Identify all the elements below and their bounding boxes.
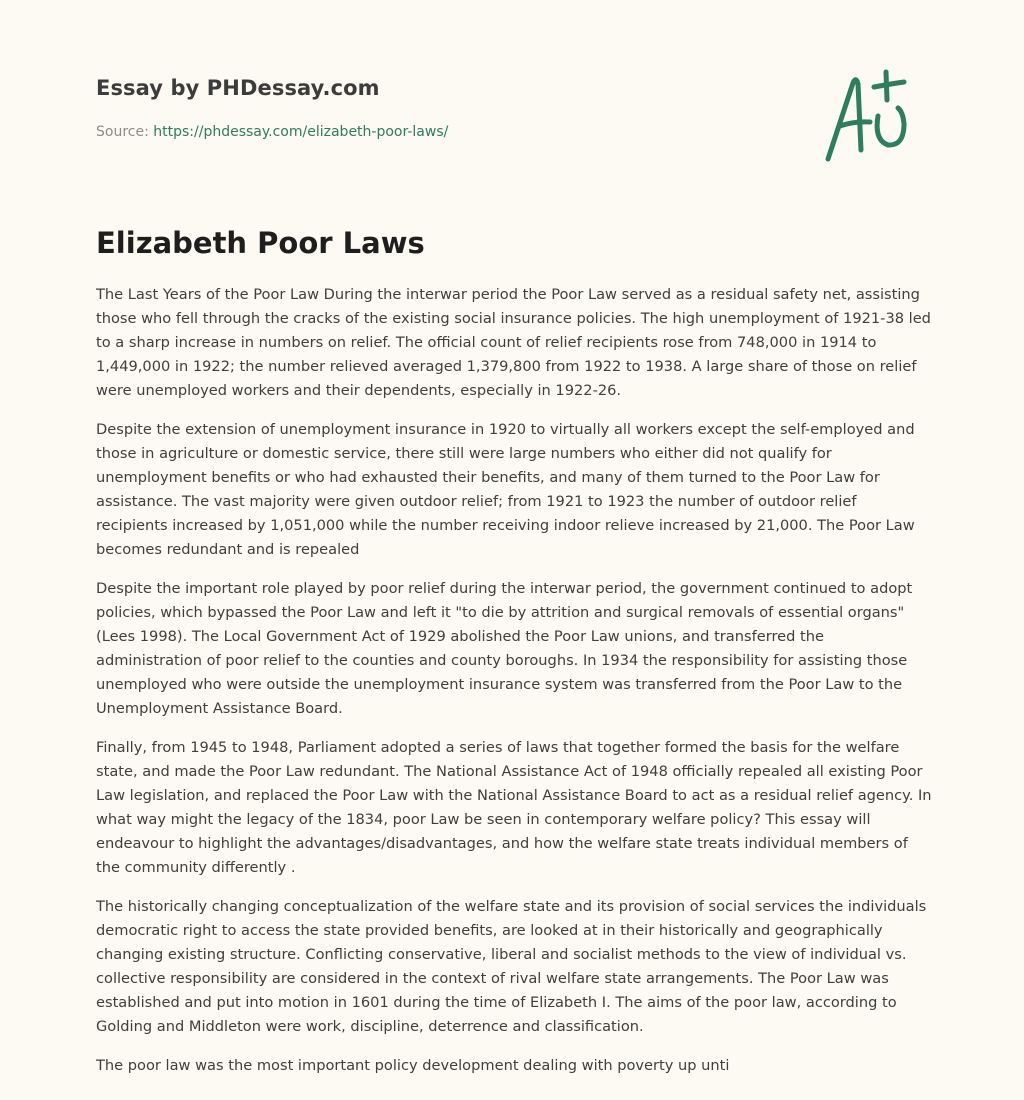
essay-paragraph: Despite the extension of unemployment insurance in 1920 to virtually all workers except the self-employed and those in agriculture or domestic service, there still were large numbers who either did not qualify for unemployment benefits or who had exhausted their benefits, and many of them turned to the Poor Law for assistance. The vast majority were given outdoor relief; from 1921 to 1923 the number of outdoor relief recipients increased by 1,051,000 while the number receiving indoor relieve increased by 21,000. The Poor Law becomes redundant and is repealed [96, 421, 915, 558]
source-label: Source: [96, 124, 149, 140]
essay-paragraph: Finally, from 1945 to 1948, Parliament adopted a series of laws that together formed the basis for the welfare state, and made the Poor Law redundant. The National Assistance Act of 1948 officially repealed all existing Poor Law legislation, and replaced the Poor Law with the National Assistance Board to act as a residual relief agency. In what way might the legacy of the 1834, poor Law be seen in contemporary welfare policy? This essay will endeavour to highlight the advantages/disadvantages, and how the welfare state treats individual members of the community differently . [96, 739, 932, 876]
essay-paragraph: The poor law was the most important policy development dealing with poverty up unti [96, 1057, 730, 1074]
site-title: Essay by PHDessay.com [96, 76, 380, 100]
source-link[interactable]: https://phdessay.com/elizabeth-poor-laws/ [153, 124, 449, 140]
essay-paragraph: The Last Years of the Poor Law During the interwar period the Poor Law served as a residual safety net, assisting those who fell through the cracks of the existing social insurance policies. The high unemployment of 1921-38 led to a sharp increase in numbers on relief. The official count of relief recipients rose from 748,000 in 1914 to 1,449,000 in 1922; the number relieved averaged 1,379,800 from 1922 to 1938. A large share of those on relief were unemployed workers and their dependents, especially in 1922-26. [96, 286, 931, 399]
a-plus-logo-icon [818, 66, 928, 166]
essay-paragraph: Despite the important role played by poor relief during the interwar period, the government continued to adopt policies, which bypassed the Poor Law and left it "to die by attrition and surgical removals of essential organs" (Lees 1998). The Local Government Act of 1929 abolished the Poor Law unions, and transferred the administration of poor relief to the counties and county boroughs. In 1934 the responsibility for assisting those unemployed who were outside the unemployment insurance system was transferred from the Poor Law to the Unemployment Assistance Board. [96, 580, 913, 717]
essay-paragraph: The historically changing conceptualization of the welfare state and its provision of social services the individuals democratic right to access the state provided benefits, are looked at in their historically and geographically changing existing structure. Conflicting conservative, liberal and socialist methods to the view of individual vs. collective responsibility are considered in the context of rival welfare state arrangements. The Poor Law was established and put into motion in 1601 during the time of Elizabeth I. The aims of the poor law, according to Golding and Middleton were work, discipline, deterrence and classification. [96, 898, 927, 1035]
essay-title: Elizabeth Poor Laws [96, 226, 425, 260]
source-line [96, 124, 448, 140]
essay-body [96, 283, 932, 1093]
